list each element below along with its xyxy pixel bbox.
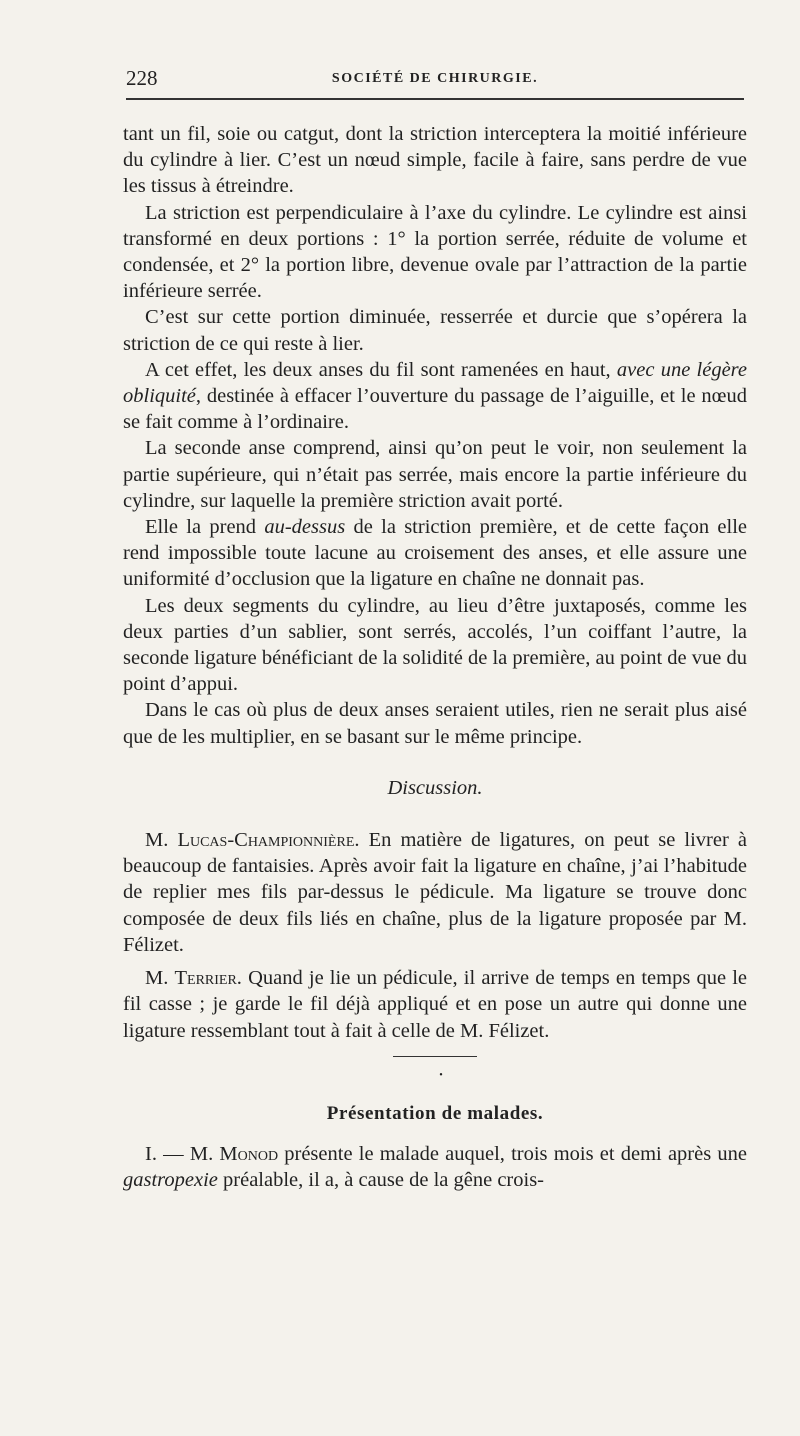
speaker-name: Lucas-Championnière. [177,829,360,852]
italic-run: avec une légère obliquité [123,358,748,408]
speech-text: En matière de ligatures, on peut se livrer à beaucoup de fantaisies. Après avoir fait la ligature en chaîne, j’ai l’habitude de replier mes fils par-dessus le pédicule. Ma ligature se trouve donc composée de deux fils liés en chaîne, plus de la ligature proposée par M. Félizet. [123,829,747,956]
paragraph-continuation: tant un fil, soie ou catgut, dont la striction interceptera la moitié inférieure du cylindre à lier. C’est un nœud simple, facile à faire, sans perdre de vue les tissus à étreindre. [123,123,747,198]
paragraph-effet [123,357,747,436]
paragraph-segments: Les deux segments du cylindre, au lieu d’être juxtaposés, comme les deux parties d’un sablier, sont serrés, accolés, l’un coiffant l’autre, la seconde ligature bénéficiant de la solidité de la première, au point de vue du point d’appui. [123,594,747,696]
paragraph-striction: La striction est perpendiculaire à l’axe du cylindre. Le cylindre est ainsi transformé en deux portions : 1° la portion serrée, réduite de volume et condensée, et 2° la portion libre, devenue ovale par l’attraction de la partie inférieure serrée. [123,201,747,303]
body-text [123,121,747,1193]
text-run: I. — M. [145,1142,220,1165]
paragraph-presentation [123,1141,747,1193]
ornament-dot: • [439,1069,443,1081]
running-title: SOCIÉTÉ DE CHIRURGIE. [331,71,539,86]
speaker-name: Terrier. [174,967,242,990]
text-run: de la striction première, et de cette façon elle rend impossible toute lacune au croisement des anses, et elle assure une uniformité d’occlusion que la ligature en chaîne ne donnait pas. [123,516,747,591]
text-run: A cet effet, les deux anses du fil sont ramenées en haut, [145,358,617,381]
italic-run: gastropexie [123,1169,218,1192]
page-header [126,66,744,96]
speaker-name: Monod [219,1142,279,1165]
speech-lucas-championniere [123,827,747,958]
paragraph-seconde-anse: La seconde anse comprend, ainsi qu’on peut le voir, non seulement la partie supérieure, qui n’était pas serrée, mais encore la partie inférieure du cylindre, sur laquelle la première striction avait porté. [123,437,747,512]
text-run: préalable, il a, à cause de la gêne crois- [217,1169,545,1192]
italic-run: au-dessus [264,516,346,539]
speaker-prefix: M. [145,967,175,990]
page-number: 228 [126,66,158,90]
speech-text: Quand je lie un pédicule, il arrive de temps en temps que le fil casse ; je garde le fil déjà appliqué et en pose un autre qui donne une ligature ressemblant tout à fait à celle de M. Félizet. [123,967,747,1042]
speaker-prefix: M. [145,829,178,852]
paragraph-portion: C’est sur cette portion diminuée, resserrée et durcie que s’opérera la striction de ce qui reste à lier. [123,306,747,355]
text-run: , destinée à effacer l’ouverture du passage de l’aiguille, et le nœud se fait comme à l’ordinaire. [123,385,747,434]
presentation-heading: Présentation de malades. [326,1102,544,1124]
header-rule [126,98,744,100]
speech-terrier [123,965,747,1044]
paragraph-multiplier: Dans le cas où plus de deux anses seraient utiles, rien ne serait plus aisé que de les multiplier, en se basant sur le même principe. [123,699,747,748]
text-run: présente le malade auquel, trois mois et demi après une [278,1142,747,1165]
text-run: Elle la prend [145,516,265,539]
paragraph-elle [123,514,747,593]
section-divider [393,1056,477,1057]
discussion-heading: Discussion. [387,776,483,799]
